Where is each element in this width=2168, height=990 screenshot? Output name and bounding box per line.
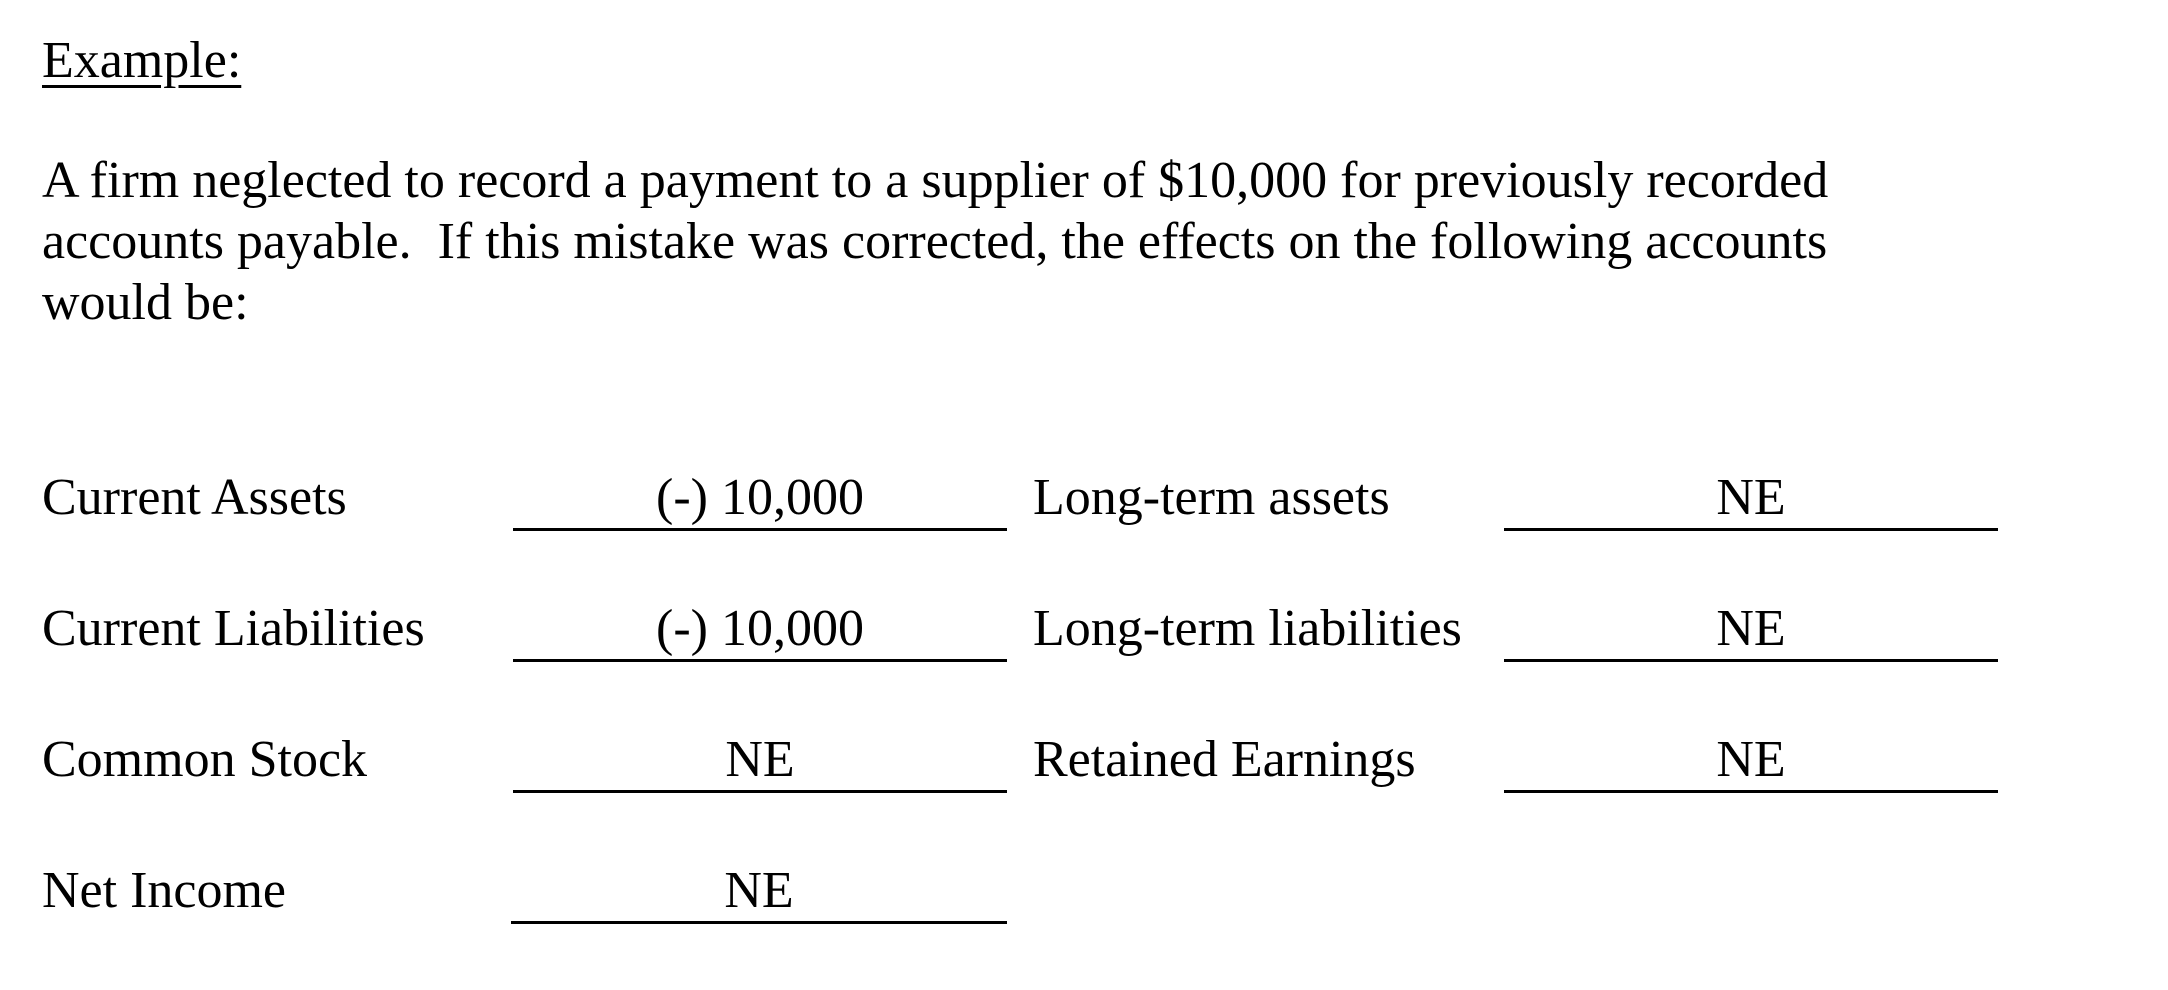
current-liabilities-label: Current Liabilities	[42, 600, 425, 657]
current-assets-label: Current Assets	[42, 469, 347, 526]
long-term-liabilities-answer: NE	[1504, 599, 1998, 662]
problem-statement-line: would be:	[42, 274, 249, 331]
problem-statement	[42, 150, 1932, 333]
current-assets-answer: (-) 10,000	[513, 468, 1007, 531]
common-stock-answer: NE	[513, 730, 1007, 793]
long-term-assets-label: Long-term assets	[1033, 469, 1390, 526]
long-term-assets-answer: NE	[1504, 468, 1998, 531]
retained-earnings-label: Retained Earnings	[1033, 731, 1416, 788]
current-liabilities-answer: (-) 10,000	[513, 599, 1007, 662]
long-term-liabilities-label: Long-term liabilities	[1033, 600, 1462, 657]
retained-earnings-answer: NE	[1504, 730, 1998, 793]
net-income-label: Net Income	[42, 862, 287, 919]
example-heading: Example:	[42, 32, 242, 89]
problem-statement-line: A firm neglected to record a payment to a supplier of $10,000 for previously recorded	[42, 152, 1829, 209]
net-income-answer: NE	[511, 861, 1007, 924]
common-stock-label: Common Stock	[42, 731, 368, 788]
problem-statement-line: accounts payable. If this mistake was corrected, the effects on the following accounts	[42, 213, 1828, 270]
